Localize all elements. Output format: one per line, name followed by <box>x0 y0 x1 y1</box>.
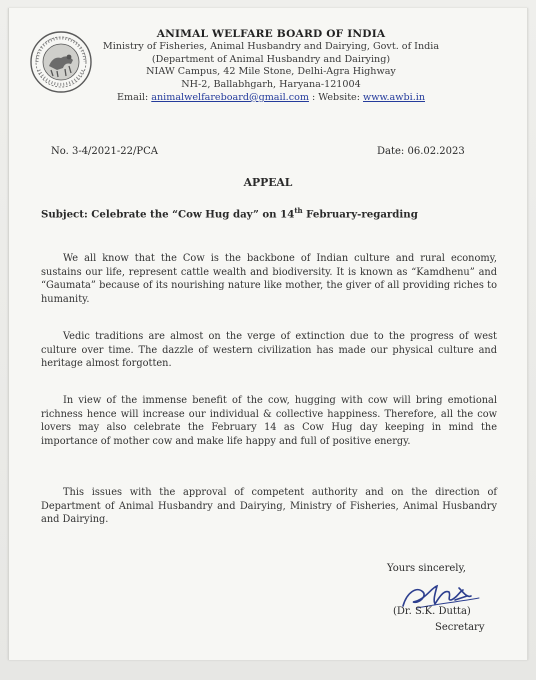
address-line-2: NH-2, Ballabhgarh, Haryana-121004 <box>181 79 361 91</box>
subject-line <box>41 206 418 220</box>
paragraph-text: We all know that the Cow is the backbone of Indian culture and rural economy, sustains our life, represent cattle wealth and biodiversity. It is known as “Kamdhenu” and “Gaumata” because of its nourishing nature like mother, the giver of all providing riches to humanity. <box>41 253 497 305</box>
reference-number: No. 3-4/2021-22/PCA <box>51 146 158 157</box>
letter-date: Date: 06.02.2023 <box>377 146 465 157</box>
email-link[interactable]: animalwelfareboard@gmail.com <box>151 91 309 103</box>
paragraph-text: Vedic traditions are almost on the verge of extinction due to the progress of west culture over time. The dazzle of western civilization has made our physical culture and heritage almost forgotten. <box>41 331 497 370</box>
subject-prefix: Subject: Celebrate the “Cow Hug day” on 14 <box>41 208 295 221</box>
closing-salutation: Yours sincerely, <box>387 563 466 574</box>
contact-line <box>101 92 441 105</box>
letter-sheet <box>8 8 528 660</box>
paragraph-text: In view of the immense benefit of the cow, hugging with cow will bring emotional richness hence will increase our individual & collective happiness. Therefore, all the cow lovers may also celebrate the February 14 as Cow Hug day keeping in mind the importance of mother cow and make life happy and full of positive energy. <box>41 395 497 447</box>
signer-name: (Dr. S.K. Dutta) <box>393 606 471 617</box>
email-label: Email: <box>117 91 149 103</box>
letterhead <box>101 28 441 105</box>
paragraph <box>41 394 497 448</box>
website-label: : Website: <box>308 91 364 103</box>
letter-heading: APPEAL <box>243 176 293 189</box>
address-line: NIAW Campus, 42 Mile Stone, Delhi-Agra Highway <box>146 66 396 78</box>
awbi-seal-icon <box>29 30 93 94</box>
paragraph <box>41 330 497 371</box>
website-link[interactable]: www.awbi.in <box>363 91 425 103</box>
paragraph-text: This issues with the approval of competent authority and on the direction of Department of Animal Husbandry and Dairying, Ministry of Fisheries, Animal Husbandry and Dairying. <box>41 487 497 526</box>
subject-superscript: th <box>294 206 303 215</box>
signer-designation: Secretary <box>435 622 485 633</box>
department-line: (Department of Animal Husbandry and Dairying) <box>151 53 391 65</box>
ministry-line: Ministry of Fisheries, Animal Husbandry and Dairying, Govt. of India <box>102 40 440 52</box>
letter-document <box>9 8 527 660</box>
subject-suffix: February-regarding <box>302 208 418 221</box>
paragraph <box>41 486 497 527</box>
paragraph <box>41 252 497 306</box>
organization-title: ANIMAL WELFARE BOARD OF INDIA <box>156 28 386 40</box>
